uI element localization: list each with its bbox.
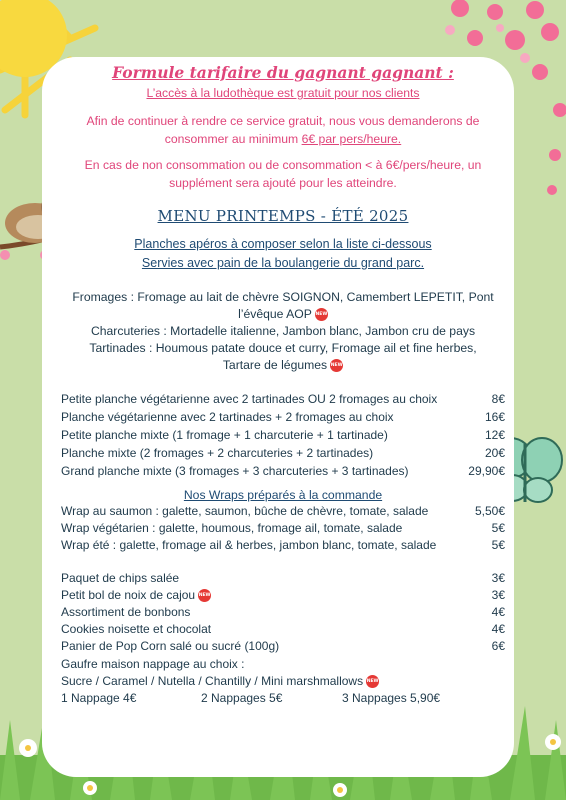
ingredients-fromages-cont: l’évêque AOP NEW <box>238 307 328 321</box>
menu-title: MENU PRINTEMPS - ÉTÉ 2025 <box>157 207 409 225</box>
gaufre-price-3: 3 Nappages 5,90€ <box>342 691 441 705</box>
new-badge: NEW <box>315 308 328 321</box>
ingredients-charcuteries: Charcuteries : Mortadelle italienne, Jambon blanc, Jambon cru de pays <box>90 324 476 338</box>
gaufre-price-1: 1 Nappage 4€ <box>61 691 137 705</box>
new-badge: NEW <box>330 359 343 372</box>
menu-subtitle-2: Servies avec pain de la boulangerie du grand parc. <box>141 256 425 270</box>
wraps-heading: Nos Wraps préparés à la commande <box>183 488 383 502</box>
page-title: Formule tarifaire du gagnant gagnant : <box>112 63 454 82</box>
gaufre-price-2: 2 Nappages 5€ <box>201 691 283 705</box>
new-badge: NEW <box>366 675 379 688</box>
pricing-paragraph-line1: Afin de continuer à rendre ce service gratuit, nous vous demanderons de <box>86 114 480 128</box>
free-access-note: L’accès à la ludothèque est gratuit pour nos clients <box>146 86 420 100</box>
surcharge-paragraph-line1: En cas de non consommation ou de consommation < à 6€/pers/heure, un <box>84 158 482 172</box>
menu-subtitle-1: Planches apéros à composer selon la liste ci-dessous <box>134 237 432 251</box>
ingredients-fromages: Fromages : Fromage au lait de chèvre SOIGNON, Camembert LEPETIT, Pont <box>72 290 494 304</box>
new-badge: NEW <box>198 589 211 602</box>
ingredients-tartinades-cont: Tartare de légumes NEW <box>222 358 343 372</box>
surcharge-paragraph-line2: supplément sera ajouté pour les atteindre. <box>169 176 397 190</box>
pricing-paragraph-line2: consommer au minimum 6€ par pers/heure. <box>164 132 402 146</box>
ingredients-tartinades: Tartinades : Houmous patate douce et curry, Fromage ail et fine herbes, <box>89 341 477 355</box>
